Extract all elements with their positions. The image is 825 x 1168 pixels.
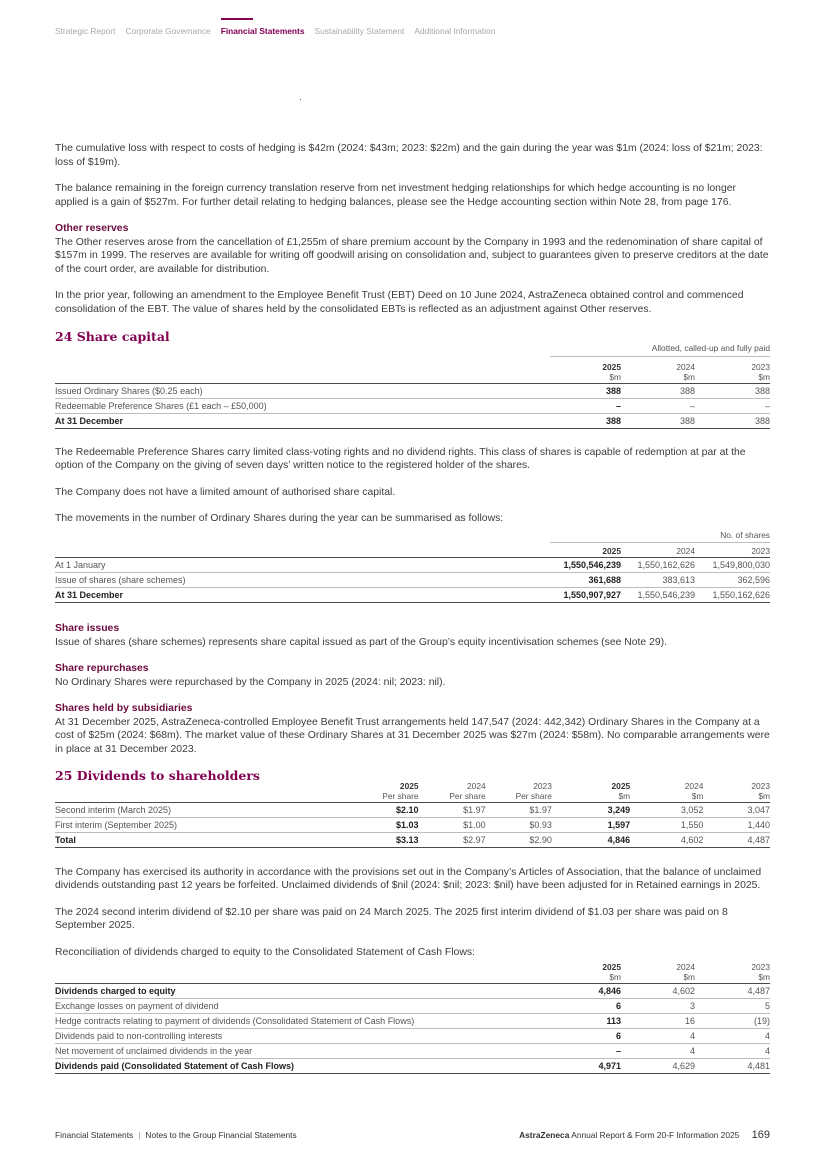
col-header: 2025 $m: [550, 961, 621, 983]
page-number: 169: [751, 1129, 770, 1141]
table-row: Net movement of unclaimed dividends in the year – 4 4: [55, 1043, 770, 1058]
unclaimed-dividends-paragraph: The Company has exercised its authority in accordance with the provisions set out in the Company’s Articles of Association, that the balance of unclaimed dividends outstanding past 12 years be forfeited. Unclaimed dividends of $nil (2024: $nil; 2023: $nil) have been adjusted for in Retained earnings in 2025.: [55, 866, 762, 891]
other-reserves-heading: Other reserves: [55, 223, 129, 234]
table-total-row: Total $3.13 $2.97 $2.90 4,846 4,602 4,487: [55, 832, 770, 847]
movements-group-label: No. of shares: [550, 528, 770, 543]
col-header: 2024 $m: [621, 961, 695, 983]
stray-dot: [300, 99, 301, 100]
nav-item-sustainability-statement[interactable]: Sustainability Statement: [314, 26, 405, 36]
authorised-paragraph: The Company does not have a limited amount of authorised share capital.: [55, 486, 396, 498]
nav-item-strategic-report[interactable]: Strategic Report: [55, 26, 116, 36]
share-capital-table: [55, 341, 770, 429]
table-row: At 1 January 1,550,546,239 1,550,162,626 1,549,800,030: [55, 558, 770, 573]
share-issues-heading: Share issues: [55, 623, 120, 634]
hedging-loss-paragraph: The cumulative loss with respect to costs of hedging is $42m (2024: $43m; 2023: $22m) and the gain during the year was $1m (2024: loss of $21m; 2023: loss of $19m).: [55, 143, 763, 168]
col-header: 2025 $m: [552, 778, 630, 802]
footer-report-title: Annual Report & Form 20-F Information 2025: [571, 1130, 740, 1140]
footer-breadcrumb: Financial Statements | Notes to the Group Financial Statements: [55, 1130, 297, 1140]
table-total-row: At 31 December 1,550,907,927 1,550,546,239 1,550,162,626: [55, 588, 770, 603]
footer-report-info: [519, 1129, 770, 1141]
col-header: 2024 Per share: [419, 778, 486, 802]
table-row: Issued Ordinary Shares ($0.25 each) 388 388 388: [55, 383, 770, 398]
page-footer: [55, 1129, 770, 1141]
nav-item-additional-information[interactable]: Additional Information: [414, 26, 496, 36]
table-row: Dividends paid to non-controlling interests 6 4 4: [55, 1028, 770, 1043]
footer-brand: AstraZeneca: [519, 1130, 570, 1140]
table-row: First interim (September 2025) $1.03 $1.00 $0.93 1,597 1,550 1,440: [55, 817, 770, 832]
col-header: 2025 $m: [550, 356, 621, 383]
nav-item-corporate-governance[interactable]: Corporate Governance: [125, 26, 211, 36]
table-row: Hedge contracts relating to payment of dividends (Consolidated Statement of Cash Flows) 113 16 (19): [55, 1013, 770, 1028]
share-repurchases-heading: Share repurchases: [55, 663, 149, 674]
share-repurchases-paragraph: No Ordinary Shares were repurchased by the Company in 2025 (2024: nil; 2023: nil).: [55, 676, 446, 688]
col-header: 2023 Per share: [486, 778, 552, 802]
reconciliation-table: [55, 961, 770, 1074]
table-row: Dividends charged to equity 4,846 4,602 4,487: [55, 983, 770, 998]
table-total-row: At 31 December 388 388 388: [55, 413, 770, 428]
share-movements-table: [55, 528, 770, 604]
col-header: 2024: [621, 543, 695, 558]
dividends-heading: 25 Dividends to shareholders: [55, 768, 260, 783]
section-nav: [55, 26, 495, 36]
share-issues-paragraph: Issue of shares (share schemes) represents share capital issued as part of the Group’s equity incentivisation schemes (see Note 29).: [55, 636, 668, 648]
footer-section[interactable]: Financial Statements: [55, 1130, 134, 1140]
col-header: 2023 $m: [695, 356, 770, 383]
movements-intro: The movements in the number of Ordinary Shares during the year can be summarised as follows:: [55, 513, 504, 524]
col-header: 2024 $m: [630, 778, 703, 802]
ebt-paragraph: In the prior year, following an amendment to the Employee Benefit Trust (EBT) Deed on 10 June 2024, AstraZeneca obtained control and commenced consolidation of the EBT. The value of shares held by the consolidated EBTs is reflected as an adjustment against Other reserves.: [55, 290, 744, 315]
col-header: 2025: [550, 543, 621, 558]
table-row: Redeemable Preference Shares (£1 each – £50,000) – – –: [55, 398, 770, 413]
other-reserves-paragraph: The Other reserves arose from the cancellation of £1,255m of share premium account by the Company in 1993 and the redenomination of share capital of $157m in 1999. The reserves are available for writing off goodwill arising on consolidation and, subject to guarantees given to preserve creditors at the date of the court order, are available for distribution.: [55, 236, 769, 275]
col-header: 2025 Per share: [322, 778, 418, 802]
table-row: Issue of shares (share schemes) 361,688 383,613 362,596: [55, 573, 770, 588]
share-capital-heading: 24 Share capital: [55, 329, 170, 344]
share-capital-header-row: [55, 356, 770, 383]
table-row: Second interim (March 2025) $2.10 $1.97 $1.97 3,249 3,052 3,047: [55, 802, 770, 817]
page-content: [55, 142, 770, 1074]
col-header: 2023 $m: [695, 961, 770, 983]
dividend-payment-paragraph: The 2024 second interim dividend of $2.10 per share was paid on 24 March 2025. The 2025 first interim dividend of $1.03 per share was paid on 8 September 2025.: [55, 906, 728, 931]
movements-header-row: [55, 543, 770, 558]
dividends-table: [55, 778, 770, 848]
shares-subsidiaries-paragraph: At 31 December 2025, AstraZeneca-controlled Employee Benefit Trust arrangements held 147,547 (2024: 442,342) Ordinary Shares in the Company at a cost of $25m (2024: $68m). The market value of these Ordinary Shares at 31 December 2025 was $27m (2024: $58m). No comparable arrangements were in place at 31 December 2023.: [55, 716, 770, 755]
translation-reserve-paragraph: The balance remaining in the foreign currency translation reserve from net investment hedging relationships for which hedge accounting is no longer applied is a gain of $527m. For further detail relating to hedging balances, please see the Hedge accounting section within Note 28, from page 176.: [55, 183, 736, 208]
col-header: 2023 $m: [703, 778, 770, 802]
share-capital-group-label: Allotted, called-up and fully paid: [550, 341, 770, 356]
nav-item-financial-statements[interactable]: Financial Statements: [220, 26, 305, 36]
shares-subsidiaries-heading: Shares held by subsidiaries: [55, 703, 193, 714]
table-total-row: Dividends paid (Consolidated Statement of Cash Flows) 4,971 4,629 4,481: [55, 1058, 770, 1073]
redeemable-paragraph: The Redeemable Preference Shares carry limited class-voting rights and no dividend rights. This class of shares is capable of redemption at par at the option of the Company on the giving of seven days’ written notice to the registered holder of the shares.: [55, 446, 746, 471]
reconciliation-intro: Reconciliation of dividends charged to equity to the Consolidated Statement of Cash Flows:: [55, 946, 475, 958]
footer-subsection[interactable]: Notes to the Group Financial Statements: [145, 1130, 297, 1140]
col-header: 2023: [695, 543, 770, 558]
col-header: 2024 $m: [621, 356, 695, 383]
table-row: Exchange losses on payment of dividend 6 3 5: [55, 998, 770, 1013]
reconciliation-header-row: [55, 961, 770, 983]
